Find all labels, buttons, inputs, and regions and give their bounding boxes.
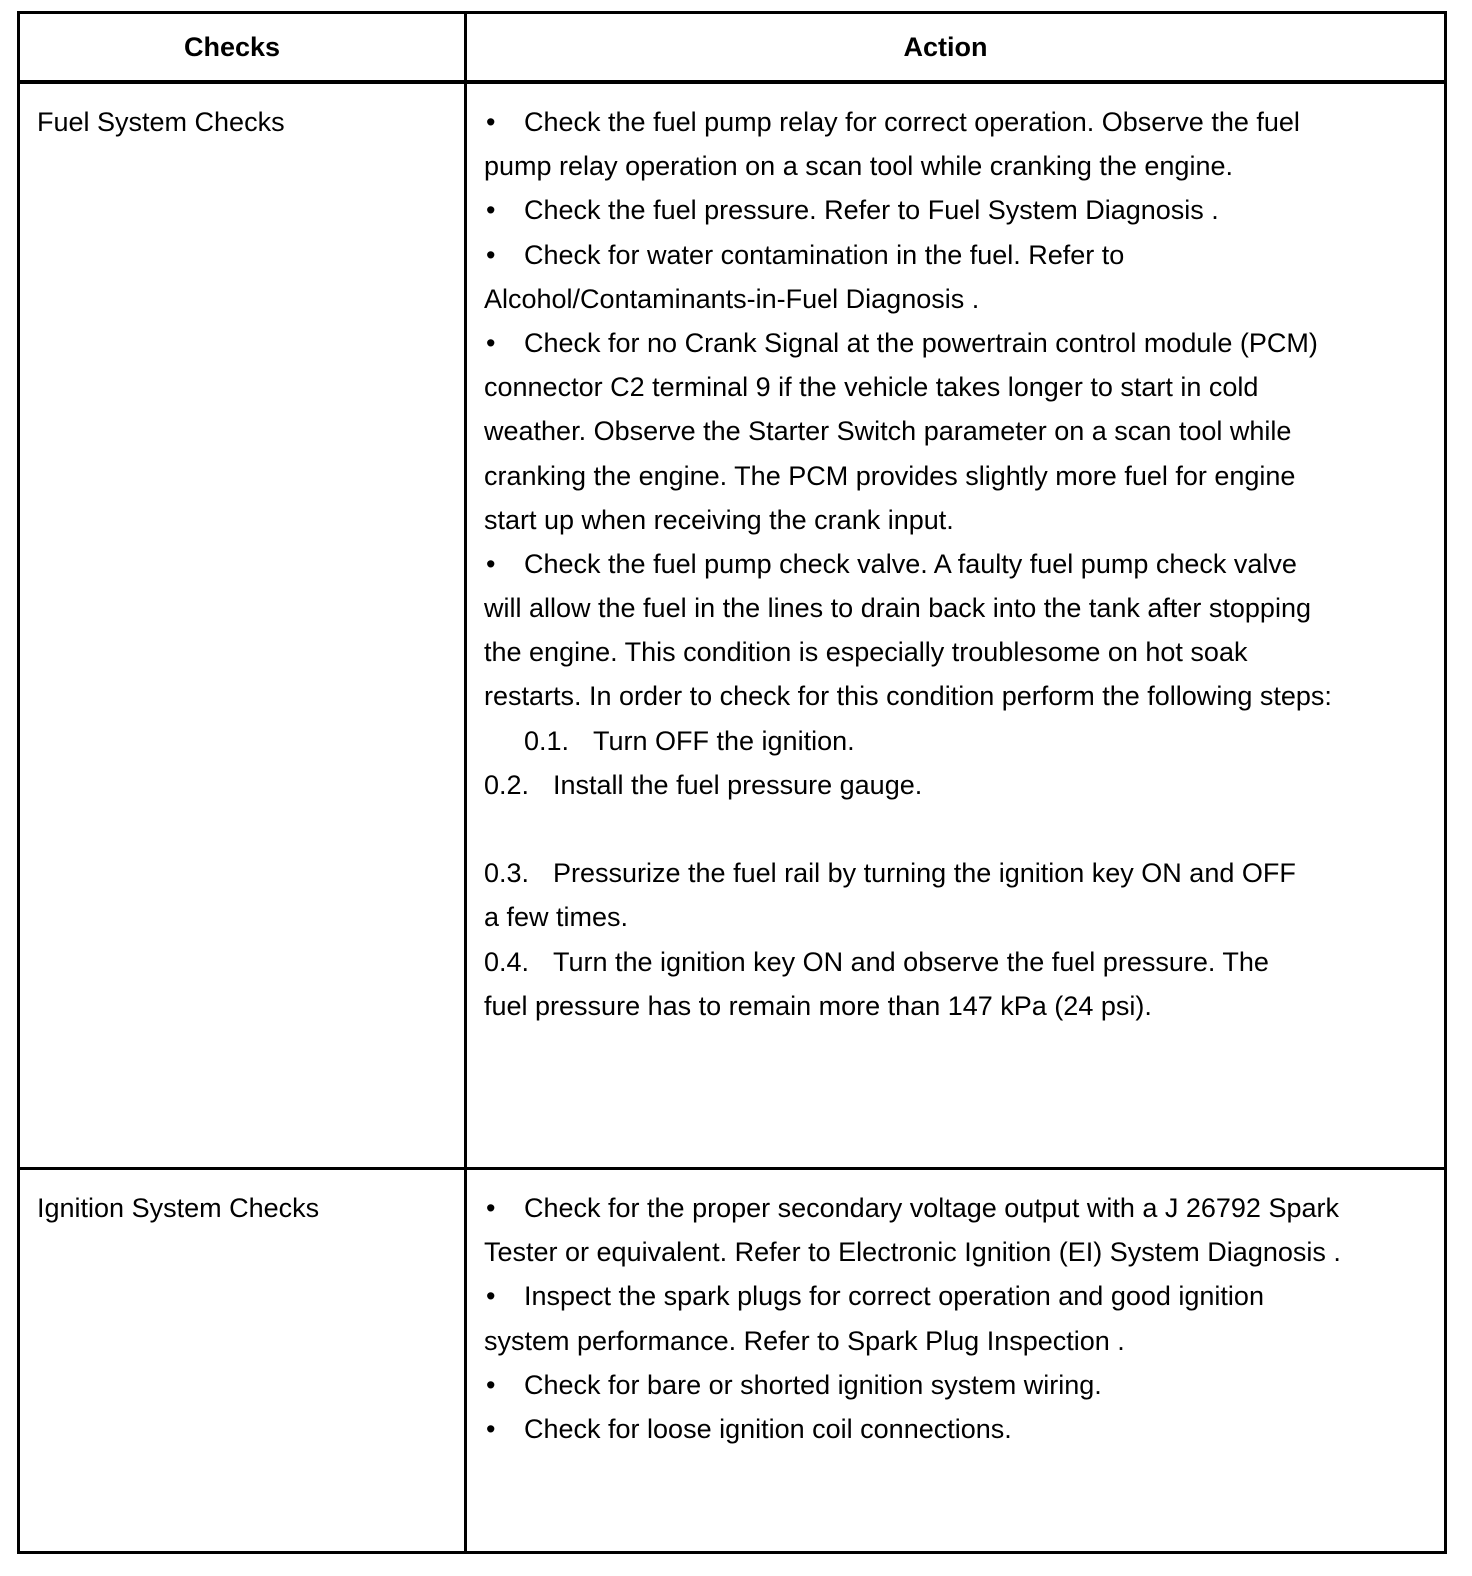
action-cell bbox=[467, 1170, 1444, 1551]
action-line: Check the fuel pump check valve. A faulty fuel pump check valve bbox=[524, 548, 1297, 579]
action-line: Check for bare or shorted ignition system wiring. bbox=[524, 1369, 1102, 1400]
bullet-item bbox=[484, 100, 1444, 188]
action-line: Check the fuel pump relay for correct operation. Observe the fuel bbox=[524, 107, 1300, 137]
bullet-item bbox=[484, 188, 1444, 232]
action-line: a few times. bbox=[484, 902, 629, 933]
checks-table bbox=[17, 11, 1447, 1554]
step-number: 0.1. bbox=[524, 725, 570, 756]
bullet-marker: • bbox=[486, 548, 496, 579]
column-header-checks: Checks bbox=[20, 14, 467, 80]
action-line: Turn the ignition key ON and observe the fuel pressure. The bbox=[553, 946, 1269, 977]
action-line: cranking the engine. The PCM provides slightly more fuel for engine bbox=[484, 460, 1296, 491]
table-row bbox=[20, 1170, 1444, 1551]
check-label: Ignition System Checks bbox=[37, 1193, 320, 1223]
action-line: Check for no Crank Signal at the powertrain control module (PCM) bbox=[524, 327, 1318, 358]
bullet-marker: • bbox=[486, 1281, 496, 1312]
action-line: will allow the fuel in the lines to drain back into the tank after stopping bbox=[484, 593, 1311, 624]
action-line: Alcohol/Contaminants-in-Fuel Diagnosis . bbox=[484, 283, 980, 314]
bullet-marker: • bbox=[486, 327, 496, 358]
step-number: 0.3. bbox=[484, 858, 530, 889]
bullet-item bbox=[484, 1186, 1444, 1274]
action-line: start up when receiving the crank input. bbox=[484, 504, 954, 535]
action-line: Check for water contamination in the fuel. Refer to bbox=[524, 239, 1125, 270]
check-cell bbox=[20, 84, 467, 1167]
bullet-marker: • bbox=[486, 1193, 496, 1223]
bullet-marker: • bbox=[486, 1369, 496, 1400]
action-line: Tester or equivalent. Refer to Electronic Ignition (EI) System Diagnosis . bbox=[484, 1237, 1341, 1268]
step-item bbox=[484, 940, 1444, 1028]
action-cell bbox=[467, 84, 1444, 1167]
action-line: system performance. Refer to Spark Plug Inspection . bbox=[484, 1325, 1125, 1356]
table-header-row bbox=[20, 14, 1444, 84]
bullet-item bbox=[484, 233, 1444, 321]
action-line: Check the fuel pressure. Refer to Fuel System Diagnosis . bbox=[524, 195, 1219, 226]
check-label: Fuel System Checks bbox=[37, 107, 285, 137]
step-item bbox=[484, 719, 1444, 763]
blank-line bbox=[484, 807, 1444, 851]
action-line: weather. Observe the Starter Switch parameter on a scan tool while bbox=[484, 416, 1292, 447]
step-number: 0.4. bbox=[484, 946, 530, 977]
action-line: Check for the proper secondary voltage output with a J 26792 Spark bbox=[524, 1193, 1339, 1223]
bullet-item bbox=[484, 1407, 1444, 1451]
bullet-marker: • bbox=[486, 239, 496, 270]
action-line: restarts. In order to check for this condition perform the following steps: bbox=[484, 681, 1332, 712]
column-header-action: Action bbox=[903, 31, 988, 62]
bullet-marker: • bbox=[486, 107, 496, 137]
action-line: Check for loose ignition coil connections. bbox=[524, 1413, 1012, 1444]
check-cell bbox=[20, 1170, 467, 1551]
bullet-marker: • bbox=[486, 1413, 496, 1444]
action-line: fuel pressure has to remain more than 147 kPa (24 psi). bbox=[484, 990, 1152, 1021]
bullet-item bbox=[484, 542, 1444, 719]
bullet-item bbox=[484, 321, 1444, 542]
bullet-marker: • bbox=[486, 195, 496, 226]
step-item bbox=[484, 851, 1444, 939]
action-line: connector C2 terminal 9 if the vehicle takes longer to start in cold bbox=[484, 372, 1259, 403]
action-line: the engine. This condition is especially troublesome on hot soak bbox=[484, 637, 1248, 668]
bullet-item bbox=[484, 1363, 1444, 1407]
action-line: Install the fuel pressure gauge. bbox=[553, 769, 923, 800]
action-line: Inspect the spark plugs for correct operation and good ignition bbox=[524, 1281, 1264, 1312]
action-line: Turn OFF the ignition. bbox=[593, 725, 855, 756]
action-line: pump relay operation on a scan tool while cranking the engine. bbox=[484, 151, 1233, 182]
table-row bbox=[20, 84, 1444, 1170]
step-item bbox=[484, 763, 1444, 807]
step-number: 0.2. bbox=[484, 769, 530, 800]
bullet-item bbox=[484, 1274, 1444, 1362]
action-line: Pressurize the fuel rail by turning the ignition key ON and OFF bbox=[553, 858, 1296, 889]
